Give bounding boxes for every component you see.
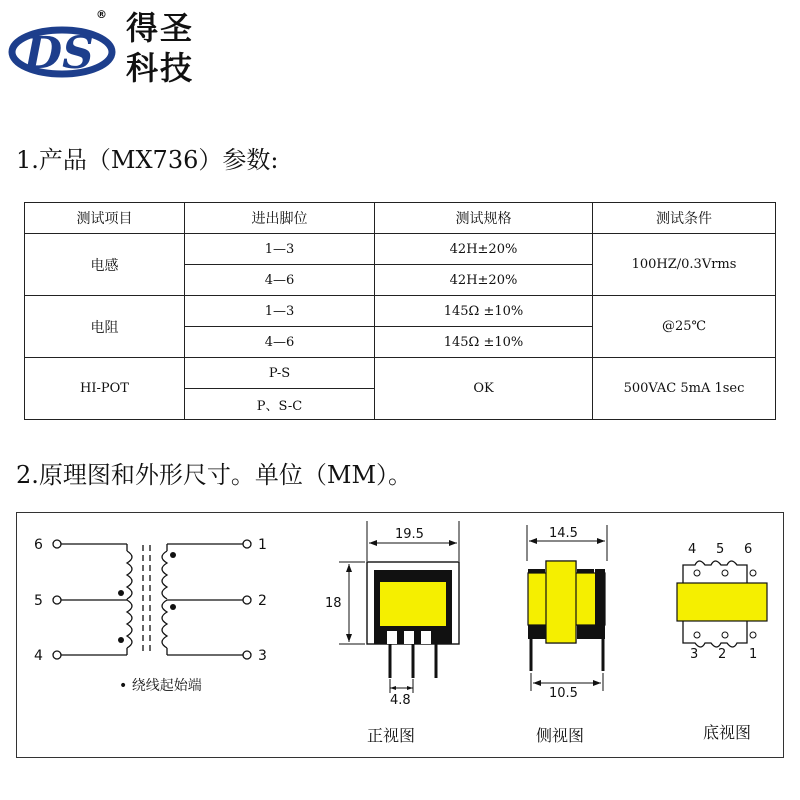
winding-start-dot [118, 637, 124, 643]
pin-3-terminal [243, 651, 251, 659]
logo-letters: DS [24, 28, 94, 79]
section1-title: 1.产品（MX736）参数: [16, 146, 279, 174]
front-pin-pitch-dim: 4.8 [390, 693, 411, 708]
side-view [527, 525, 607, 745]
pin-6-terminal [53, 540, 61, 548]
header-test-item: 测试项目 [25, 203, 185, 234]
hipot-label: HI-POT [25, 358, 185, 420]
inductance-pins-1: 1—3 [185, 234, 375, 265]
company-name-line1: 得圣 [126, 9, 195, 47]
transformer-schematic [53, 540, 251, 659]
front-width-dim: 19.5 [395, 527, 424, 542]
winding-start-dot [170, 604, 176, 610]
pin-label-6: 6 [34, 537, 43, 553]
side-bottom-dim: 10.5 [549, 686, 578, 701]
diagram-panel [16, 512, 784, 758]
bottom-pin-label-3: 3 [690, 647, 699, 662]
side-view-caption: 侧视图 [536, 726, 585, 745]
bottom-pin-label-6: 6 [744, 542, 753, 557]
company-logo [0, 0, 215, 96]
winding-start-dot [170, 552, 176, 558]
front-view [325, 521, 459, 745]
primary-coil-lower [127, 600, 132, 648]
pin-2-terminal [243, 596, 251, 604]
secondary-coil-upper [162, 551, 167, 599]
resistance-condition: @25℃ [593, 296, 776, 358]
pin-label-2: 2 [258, 593, 267, 609]
bottom-view-caption: 底视图 [703, 723, 752, 742]
inductance-condition: 100HZ/0.3Vrms [593, 234, 776, 296]
hipot-pins-1: P-S [185, 358, 375, 389]
pin-label-5: 5 [34, 593, 43, 609]
resistance-spec-1: 145Ω ±10% [375, 296, 593, 327]
pin-4-terminal [53, 651, 61, 659]
inductance-label: 电感 [25, 234, 185, 296]
company-name [126, 8, 194, 88]
pin-label-1: 1 [258, 537, 267, 553]
header-condition: 测试条件 [593, 203, 776, 234]
side-top-dim: 14.5 [549, 526, 578, 541]
primary-coil-upper [127, 551, 132, 599]
pin-5-terminal [53, 596, 61, 604]
pin-label-3: 3 [258, 648, 267, 664]
diagram-canvas [17, 513, 785, 759]
table-header-row [25, 203, 776, 234]
bottom-pin-label-4: 4 [688, 542, 697, 557]
company-name-line2: 科技 [126, 49, 195, 87]
resistance-label: 电阻 [25, 296, 185, 358]
winding-start-legend: • 绕线起始端 [119, 678, 202, 694]
section2-title: 2.原理图和外形尺寸。单位（MM）。 [16, 461, 413, 489]
bottom-view [677, 542, 767, 742]
front-height-dim: 18 [325, 596, 342, 611]
hipot-spec: OK [375, 358, 593, 420]
resistance-spec-2: 145Ω ±10% [375, 327, 593, 358]
resistance-pins-1: 1—3 [185, 296, 375, 327]
hipot-pins-2: P、S-C [185, 389, 375, 420]
hipot-condition: 500VAC 5mA 1sec [593, 358, 776, 420]
front-view-caption: 正视图 [367, 726, 416, 745]
table-row [25, 358, 776, 389]
inductance-spec-2: 42H±20% [375, 265, 593, 296]
header-spec: 测试规格 [375, 203, 593, 234]
bottom-pin-label-1: 1 [749, 647, 758, 662]
parameter-table [24, 202, 776, 420]
table-row [25, 296, 776, 327]
table-row [25, 234, 776, 265]
header-pins: 进出脚位 [185, 203, 375, 234]
winding-start-dot [118, 590, 124, 596]
pin-label-4: 4 [34, 648, 43, 664]
registered-mark: ® [96, 8, 107, 21]
inductance-spec-1: 42H±20% [375, 234, 593, 265]
inductance-pins-2: 4—6 [185, 265, 375, 296]
resistance-pins-2: 4—6 [185, 327, 375, 358]
bottom-pin-label-5: 5 [716, 542, 725, 557]
pin-1-terminal [243, 540, 251, 548]
secondary-coil-lower [162, 600, 167, 648]
bottom-pin-label-2: 2 [718, 647, 727, 662]
